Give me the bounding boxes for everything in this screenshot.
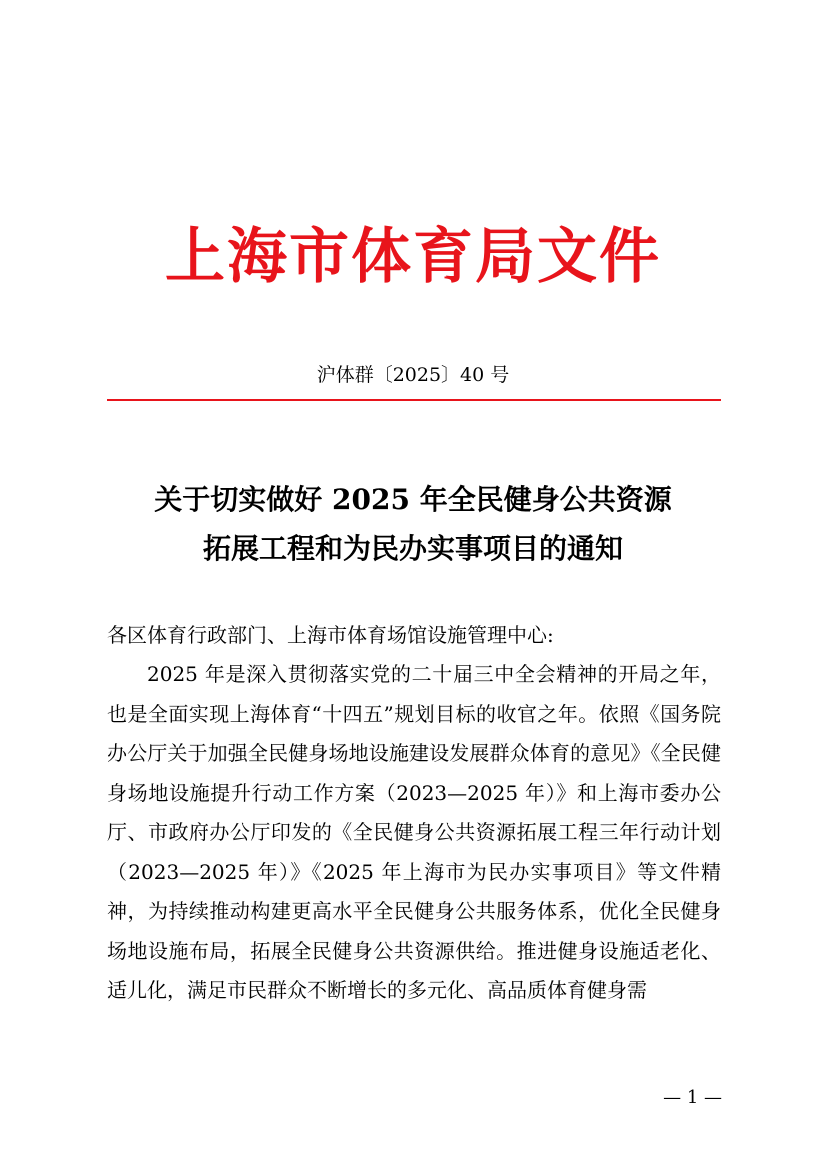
document-title-line-1: 关于切实做好 2025 年全民健身公共资源	[154, 483, 672, 516]
page-number: — 1 —	[663, 1087, 722, 1108]
salutation: 各区体育行政部门、上海市体育场馆设施管理中心:	[107, 623, 554, 647]
document-masthead: 上海市体育局文件	[165, 222, 661, 292]
document-title-line-2: 拓展工程和为民办实事项目的通知	[202, 532, 623, 565]
red-separator-line	[107, 399, 721, 401]
body-paragraph: 2025 年是深入贯彻落实党的二十届三中全会精神的开局之年，也是全面实现上海体育“十四五”规划目标的收官之年。依照《国务院办公厅关于加强全民健身场地设施建设发展群众体育的意见》《全民健身场地设施提升行动工作方案（2023—2025 年）》和上海市委办公厅、市政府办公厅印发的《全民健身公共资源拓展工程三年行动计划（2023—2025 年）》《2025 年上海市为民办实事项目》等文件精神，为持续推动构建更高水平全民健身公共服务体系，优化全民健身场地设施布局，拓展全民健身公共资源供给。推进健身设施适老化、适儿化，满足市民群众不断增长的多元化、高品质体育健身需	[107, 662, 721, 1002]
document-number: 沪体群〔2025〕40 号	[316, 364, 510, 386]
